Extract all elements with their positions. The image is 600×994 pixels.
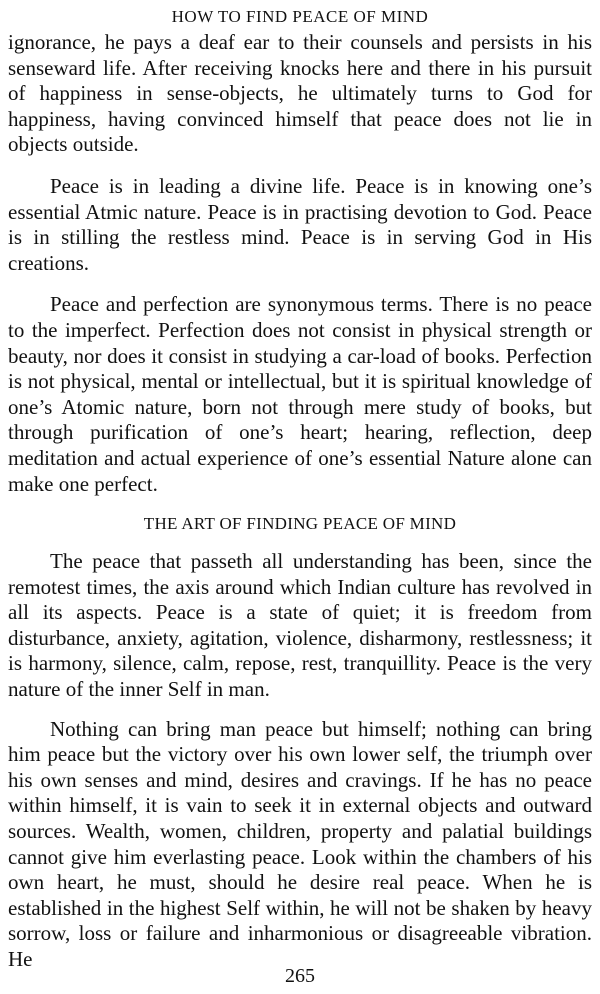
running-head: HOW TO FIND PEACE OF MIND (171, 7, 429, 26)
paragraph-divine-life: Peace is in leading a divine life. Peace is in knowing one’s essential Atmic nature. Peace is in practising devotion to God. Peace is in stilling the restless mind. Peace is in serving God in His creations. (8, 173, 592, 275)
page-number: 265 (285, 965, 315, 987)
paragraph-peace-perfection: Peace and perfection are synonymous terms. There is no peace to the imperfect. Perfection does not consist in physical strength or beauty, nor does it consist in studying a car-load of books. Perfection is not physical, mental or intellectual, but it is spiritual knowledge of one’s Atomic nature, born not through mere study of books, but through purification of one’s heart; hearing, reflection, deep meditation and actual experience of one’s essential Nature alone can make one perfect. (8, 292, 592, 496)
paragraph-passeth-understanding: The peace that passeth all understanding has been, since the remotest times, the axis around which Indian culture has revolved in all its aspects. Peace is a state of quiet; it is freedom from disturbance, anxiety, agitation, violence, disharmony, restlessness; it is harmony, silence, calm, repose, rest, tranquillity. Peace is the very nature of the inner Self in man. (8, 549, 592, 702)
section-heading: THE ART OF FINDING PEACE OF MIND (143, 514, 457, 534)
paragraph-continuation: ignorance, he pays a deaf ear to their counsels and persists in his senseward life. After receiving knocks here and there in his pursuit of happiness in sense-objects, he ultimately turns to God for happiness, having convinced himself that peace does not lie in objects outside. (8, 30, 592, 157)
paragraph-nothing-can-bring: Nothing can bring man peace but himself; nothing can bring him peace but the victory over his own lower self, the triumph over his own senses and mind, desires and cravings. If he has no peace within himself, it is vain to seek it in external objects and outward sources. Wealth, women, children, property and palatial buildings cannot give him everlasting peace. Look within the chambers of his own heart, he must, should he desire real peace. When he is established in the highest Self within, he will not be shaken by heavy sorrow, loss or failure and inharmonious or disagreeable vibration. He (8, 716, 592, 971)
